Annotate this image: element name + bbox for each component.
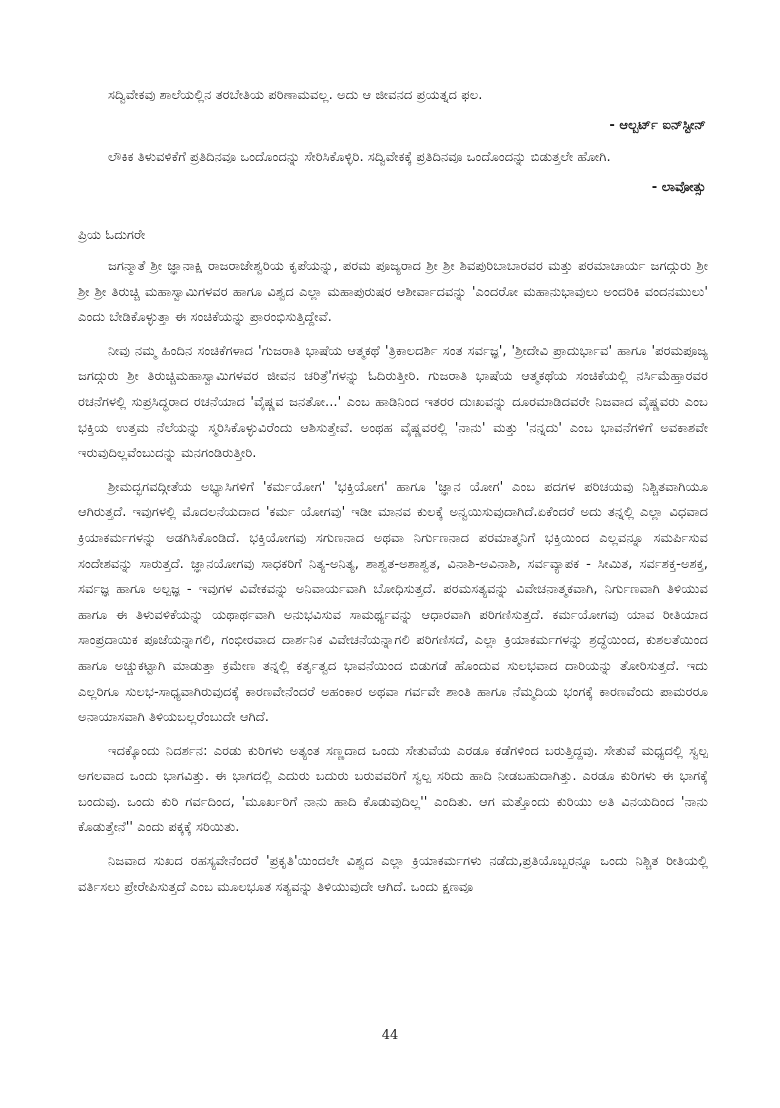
body-paragraph: ಜಗನ್ಮಾತೆ ಶ್ರೀ ಜ್ಞಾನಾಕ್ಷಿ ರಾಜರಾಜೇಶ್ವರಿಯ ಕೃಪೆಯನ್ನು, ಪರಮ ಪೂಜ್ಯರಾದ ಶ್ರೀ ಶ್ರೀ ಶಿವಪುರಿಬಾಬಾರವರ ಮತ್ತು ಪರಮಾಚಾರ್ಯ ಜಗದ್ಗುರು ಶ್ರೀ ಶ್ರೀ ಶ್ರೀ ತಿರುಚ್ಚಿ ಮಹಾಸ್ವಾಮಿಗಳವರ ಹಾಗೂ ವಿಶ್ವದ ಎಲ್ಲಾ ಮಹಾಪುರುಷರ ಆಶೀರ್ವಾದವನ್ನು 'ಎಂದರೋ ಮಹಾನುಭಾವುಲು ಅಂದರಿಕಿ ವಂದನಮುಲು' ಎಂದು ಬೇಡಿಕೊಳ್ಳುತ್ತಾ ಈ ಸಂಚಿಕೆಯನ್ನು ಪ್ರಾರಂಭಿಸುತ್ತಿದ್ದೇವೆ. [78, 259, 708, 326]
page-number: 44 [381, 1028, 399, 1043]
body-paragraph: ಶ್ರೀಮದ್ಭಗವದ್ಗೀತೆಯ ಅಭ್ಯಾಸಿಗಳಿಗೆ 'ಕರ್ಮಯೋಗ' 'ಭಕ್ತಿಯೋಗ' ಹಾಗೂ 'ಜ್ಞಾನ ಯೋಗ' ಎಂಬ ಪದಗಳ ಪರಿಚಯವು ನಿಶ್ಚಿತವಾಗಿಯೂ ಆಗಿರುತ್ತದೆ. ಇವುಗಳಲ್ಲಿ ಮೊದಲನೆಯದಾದ 'ಕರ್ಮ ಯೋಗವು' ಇಡೀ ಮಾನವ ಕುಲಕ್ಕೆ ಅನ್ವಯಿಸುವುದಾಗಿದೆ.ಏಕೆಂದರೆ ಅದು ತನ್ನಲ್ಲಿ ಎಲ್ಲಾ ವಿಧವಾದ ಕ್ರಿಯಾಕರ್ಮಗಳನ್ನು ಅಡಗಿಸಿಕೊಂಡಿದೆ. ಭಕ್ತಿಯೋಗವು ಸಗುಣನಾದ ಅಥವಾ ನಿರ್ಗುಣನಾದ ಪರಮಾತ್ಮನಿಗೆ ಭಕ್ತಿಯಿಂದ ಎಲ್ಲವನ್ನೂ ಸಮರ್ಪಿಸುವ ಸಂದೇಶವನ್ನು ಸಾರುತ್ತದೆ. ಜ್ಞಾನಯೋಗವು ಸಾಧಕರಿಗೆ ನಿತ್ಯ-ಅನಿತ್ಯ, ಶಾಶ್ವತ-ಅಶಾಶ್ವತ, ವಿನಾಶಿ-ಅವಿನಾಶಿ, ಸರ್ವವ್ಯಾಪಕ - ಸೀಮಿತ, ಸರ್ವಶಕ್ತ-ಅಶಕ್ತ, ಸರ್ವಜ್ಞ ಹಾಗೂ ಅಲ್ಪಜ್ಞ - ಇವುಗಳ ವಿವೇಕವನ್ನು ಅನಿವಾರ್ಯವಾಗಿ ಬೋಧಿಸುತ್ತದೆ. ಪರಮಸತ್ಯವನ್ನು ವಿವೇಚನಾತ್ಮಕವಾಗಿ, ನಿರ್ಗುಣವಾಗಿ ತಿಳಿಯುವ ಹಾಗೂ ಈ ತಿಳುವಳಿಕೆಯನ್ನು ಯಥಾರ್ಥವಾಗಿ ಅನುಭವಿಸುವ ಸಾಮರ್ಥ್ಯವನ್ನು ಆಧಾರವಾಗಿ ಪರಿಗಣಿಸುತ್ತದೆ. ಕರ್ಮಯೋಗವು ಯಾವ ರೀತಿಯಾದ ಸಾಂಪ್ರದಾಯಿಕ ಪೂಜೆಯನ್ನಾಗಲಿ, ಗಂಭೀರವಾದ ದಾರ್ಶನಿಕ ವಿವೇಚನೆಯನ್ನಾಗಲಿ ಪರಿಗಣಿಸದೆ, ಎಲ್ಲಾ ಕ್ರಿಯಾಕರ್ಮಗಳನ್ನು ಶ್ರದ್ಧೆಯಿಂದ, ಕುಶಲತೆಯಿಂದ ಹಾಗೂ ಅಚ್ಚುಕಟ್ಟಾಗಿ ಮಾಡುತ್ತಾ ಕ್ರಮೇಣ ತನ್ನಲ್ಲಿ ಕರ್ತೃತ್ವದ ಭಾವನೆಯಿಂದ ಬಿಡುಗಡೆ ಹೊಂದುವ ಸುಲಭವಾದ ದಾರಿಯನ್ನು ತೋರಿಸುತ್ತದೆ. ಇದು ಎಲ್ಲರಿಗೂ ಸುಲಭ-ಸಾಧ್ಯವಾಗಿರುವುದಕ್ಕೆ ಕಾರಣವೇನೆಂದರೆ ಅಹಂಕಾರ ಅಥವಾ ಗರ್ವವೇ ಶಾಂತಿ ಹಾಗೂ ನೆಮ್ಮದಿಯ ಭಂಗಕ್ಕೆ ಕಾರಣವೆಂದು ಪಾಮರರೂ ಅನಾಯಾಸವಾಗಿ ತಿಳಿಯಬಲ್ಲರೆಂಬುದೇ ಆಗಿದೆ. [78, 479, 708, 726]
quote-text: ಸದ್ವಿವೇಕವು ಶಾಲೆಯಲ್ಲಿನ ತರಬೇತಿಯ ಪರಿಣಾಮವಲ್ಲ. ಅದು ಆ ಜೀವನದ ಪ್ರಯತ್ನದ ಫಲ. [108, 88, 483, 103]
body-paragraph: ನಿಜವಾದ ಸುಖದ ರಹಸ್ಯವೇನೆಂದರೆ 'ಪ್ರಕೃತಿ'ಯಿಂದಲೇ ವಿಶ್ವದ ಎಲ್ಲಾ ಕ್ರಿಯಾಕರ್ಮಗಳು ನಡೆದು,ಪ್ರತಿಯೊಬ್ಬರನ್ನೂ ಒಂದು ನಿಶ್ಚಿತ ರೀತಿಯಲ್ಲಿ ವರ್ತಿಸಲು ಪ್ರೇರೇಪಿಸುತ್ತದೆ ಎಂಬ ಮೂಲಭೂತ ಸತ್ಯವನ್ನು ತಿಳಿಯುವುದೇ ಆಗಿದೆ. ಒಂದು ಕ್ಷಣವೂ [78, 854, 708, 895]
body-paragraph: ಇದಕ್ಕೊಂದು ನಿದರ್ಶನ: ಎರಡು ಕುರಿಗಳು ಅತ್ಯಂತ ಸಣ್ಣದಾದ ಒಂದು ಸೇತುವೆಯ ಎರಡೂ ಕಡೆಗಳಿಂದ ಬರುತ್ತಿದ್ದವು. ಸೇತುವೆ ಮಧ್ಯದಲ್ಲಿ ಸ್ವಲ್ಪ ಅಗಲವಾದ ಒಂದು ಭಾಗವಿತ್ತು. ಈ ಭಾಗದಲ್ಲಿ ಎದುರು ಬದುರು ಬರುವವರಿಗೆ ಸ್ವಲ್ಪ ಸರಿದು ಹಾದಿ ನೀಡಬಹುದಾಗಿತ್ತು. ಎರಡೂ ಕುರಿಗಳು ಈ ಭಾಗಕ್ಕೆ ಬಂದುವು. ಒಂದು ಕುರಿ ಗರ್ವದಿಂದ, 'ಮೂರ್ಖರಿಗೆ ನಾನು ಹಾದಿ ಕೊಡುವುದಿಲ್ಲ'' ಎಂದಿತು. ಆಗ ಮತ್ತೊಂದು ಕುರಿಯು ಅತಿ ವಿನಯದಿಂದ 'ನಾನು ಕೊಡುತ್ತೇನೆ'' ಎಂದು ಪಕ್ಕಕ್ಕೆ ಸರಿಯಿತು. [78, 743, 708, 836]
quote-author: - ಆಲ್ಬರ್ಟ್ ಐನ್‌ಸ್ಟೀನ್ [609, 118, 706, 133]
quote-author: - ಲಾವೋತ್ಸು [651, 180, 706, 195]
body-paragraph: ನೀವು ನಮ್ಮ ಹಿಂದಿನ ಸಂಚಿಕೆಗಳಾದ 'ಗುಜರಾತಿ ಭಾಷೆಯ ಆತ್ಮಕಥೆ 'ತ್ರಿಕಾಲದರ್ಶಿ ಸಂತ ಸರ್ವಜ್ಞ', 'ಶ್ರೀದೇವಿ ಪ್ರಾದುರ್ಭಾವ' ಹಾಗೂ 'ಪರಮಪೂಜ್ಯ ಜಗದ್ಗುರು ಶ್ರೀ ತಿರುಚ್ಚಿಮಹಾಸ್ವಾಮಿಗಳವರ ಜೀವನ ಚರಿತ್ರೆ'ಗಳನ್ನು ಓದಿರುತ್ತೀರಿ. ಗುಜರಾತಿ ಭಾಷೆಯ ಆತ್ಮಕಥೆಯ ಸಂಚಿಕೆಯಲ್ಲಿ ನರ್ಸಿಮೆಹ್ತಾರವರ ರಚನೆಗಳಲ್ಲಿ ಸುಪ್ರಸಿದ್ಧರಾದ ರಚನೆಯಾದ 'ವೈಷ್ಣವ ಜನತೋ...' ಎಂಬ ಹಾಡಿನಿಂದ ಇತರರ ದುಃಖವನ್ನು ದೂರಮಾಡಿದವರೇ ನಿಜವಾದ ವೈಷ್ಣವರು ಎಂಬ ಭಕ್ತಿಯ ಉತ್ತಮ ನೆಲೆಯನ್ನು ಸ್ಮರಿಸಿಕೊಳ್ಳುವಿರೆಂದು ಆಶಿಸುತ್ತೇವೆ. ಅಂಥಹ ವೈಷ್ಣವರಲ್ಲಿ 'ನಾನು' ಮತ್ತು 'ನನ್ನದು' ಎಂಬ ಭಾವನೆಗಳಿಗೆ ಅವಕಾಶವೇ ಇರುವುದಿಲ್ಲವೆಂಬುದನ್ನು ಮನಗಂಡಿರುತ್ತೀರಿ. [78, 343, 708, 462]
salutation: ಪ್ರಿಯ ಓದುಗರೇ [78, 228, 146, 243]
quote-text: ಲೌಕಿಕ ತಿಳುವಳಿಕೆಗೆ ಪ್ರತಿದಿನವೂ ಒಂದೊಂದನ್ನು ಸೇರಿಸಿಕೊಳ್ಳಿರಿ. ಸದ್ವಿವೇಕಕ್ಕೆ ಪ್ರತಿದಿನವೂ ಒಂದೊಂದನ್ನು ಬಿಡುತ್ತಲೇ ಹೋಗಿ. [108, 150, 611, 165]
